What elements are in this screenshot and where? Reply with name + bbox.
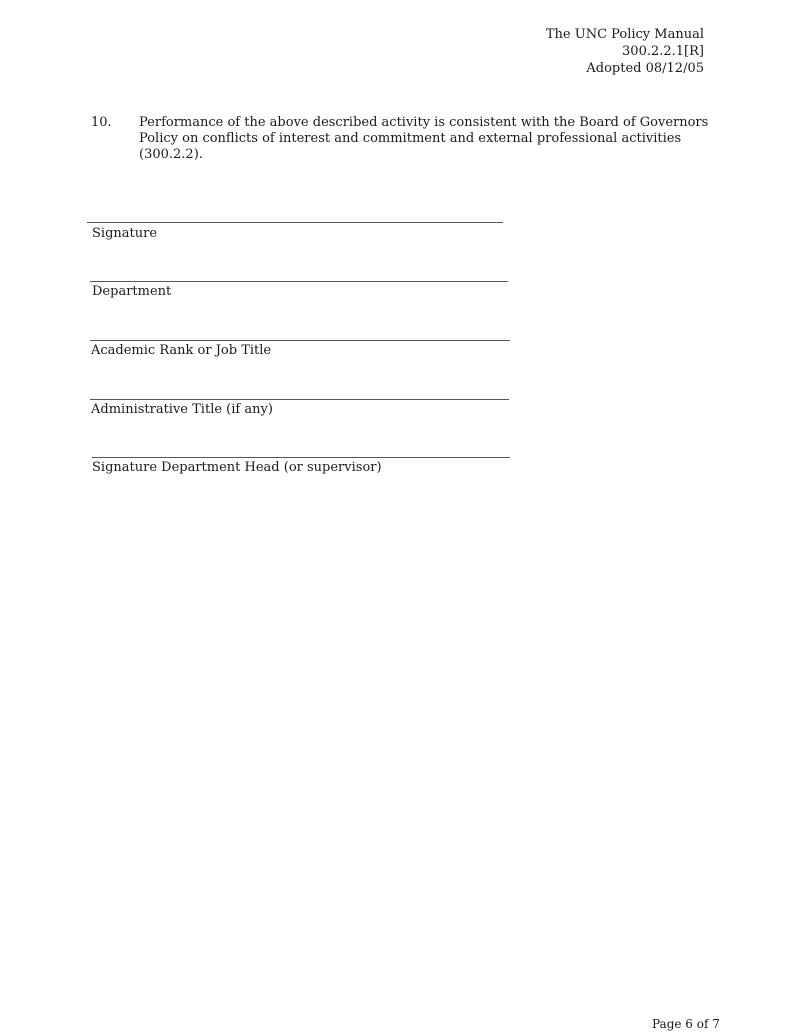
academic-rank-line[interactable]: [90, 340, 510, 341]
department-head-signature-line[interactable]: [92, 457, 510, 458]
signature-label: Signature: [92, 226, 158, 241]
department-label: Department: [92, 284, 172, 299]
administrative-title-label: Administrative Title (if any): [91, 402, 273, 417]
numbered-item: [91, 115, 711, 163]
department-line[interactable]: [90, 281, 508, 282]
item-text: Performance of the above described activity is consistent with the Board of Governors Policy on conflicts of interest and commitment and external professional activities (300.2.2).: [139, 115, 709, 162]
signature-line[interactable]: [87, 222, 503, 223]
manual-title: The UNC Policy Manual: [545, 27, 704, 42]
adopted-date: Adopted 08/12/05: [586, 61, 704, 76]
item-number: 10.: [91, 115, 112, 130]
department-head-signature-label: Signature Department Head (or supervisor): [92, 460, 382, 475]
page-number: Page 6 of 7: [652, 1017, 720, 1031]
section-number: 300.2.2.1[R]: [622, 44, 704, 59]
academic-rank-label: Academic Rank or Job Title: [91, 343, 272, 358]
administrative-title-line[interactable]: [90, 399, 509, 400]
document-header: [546, 26, 704, 77]
